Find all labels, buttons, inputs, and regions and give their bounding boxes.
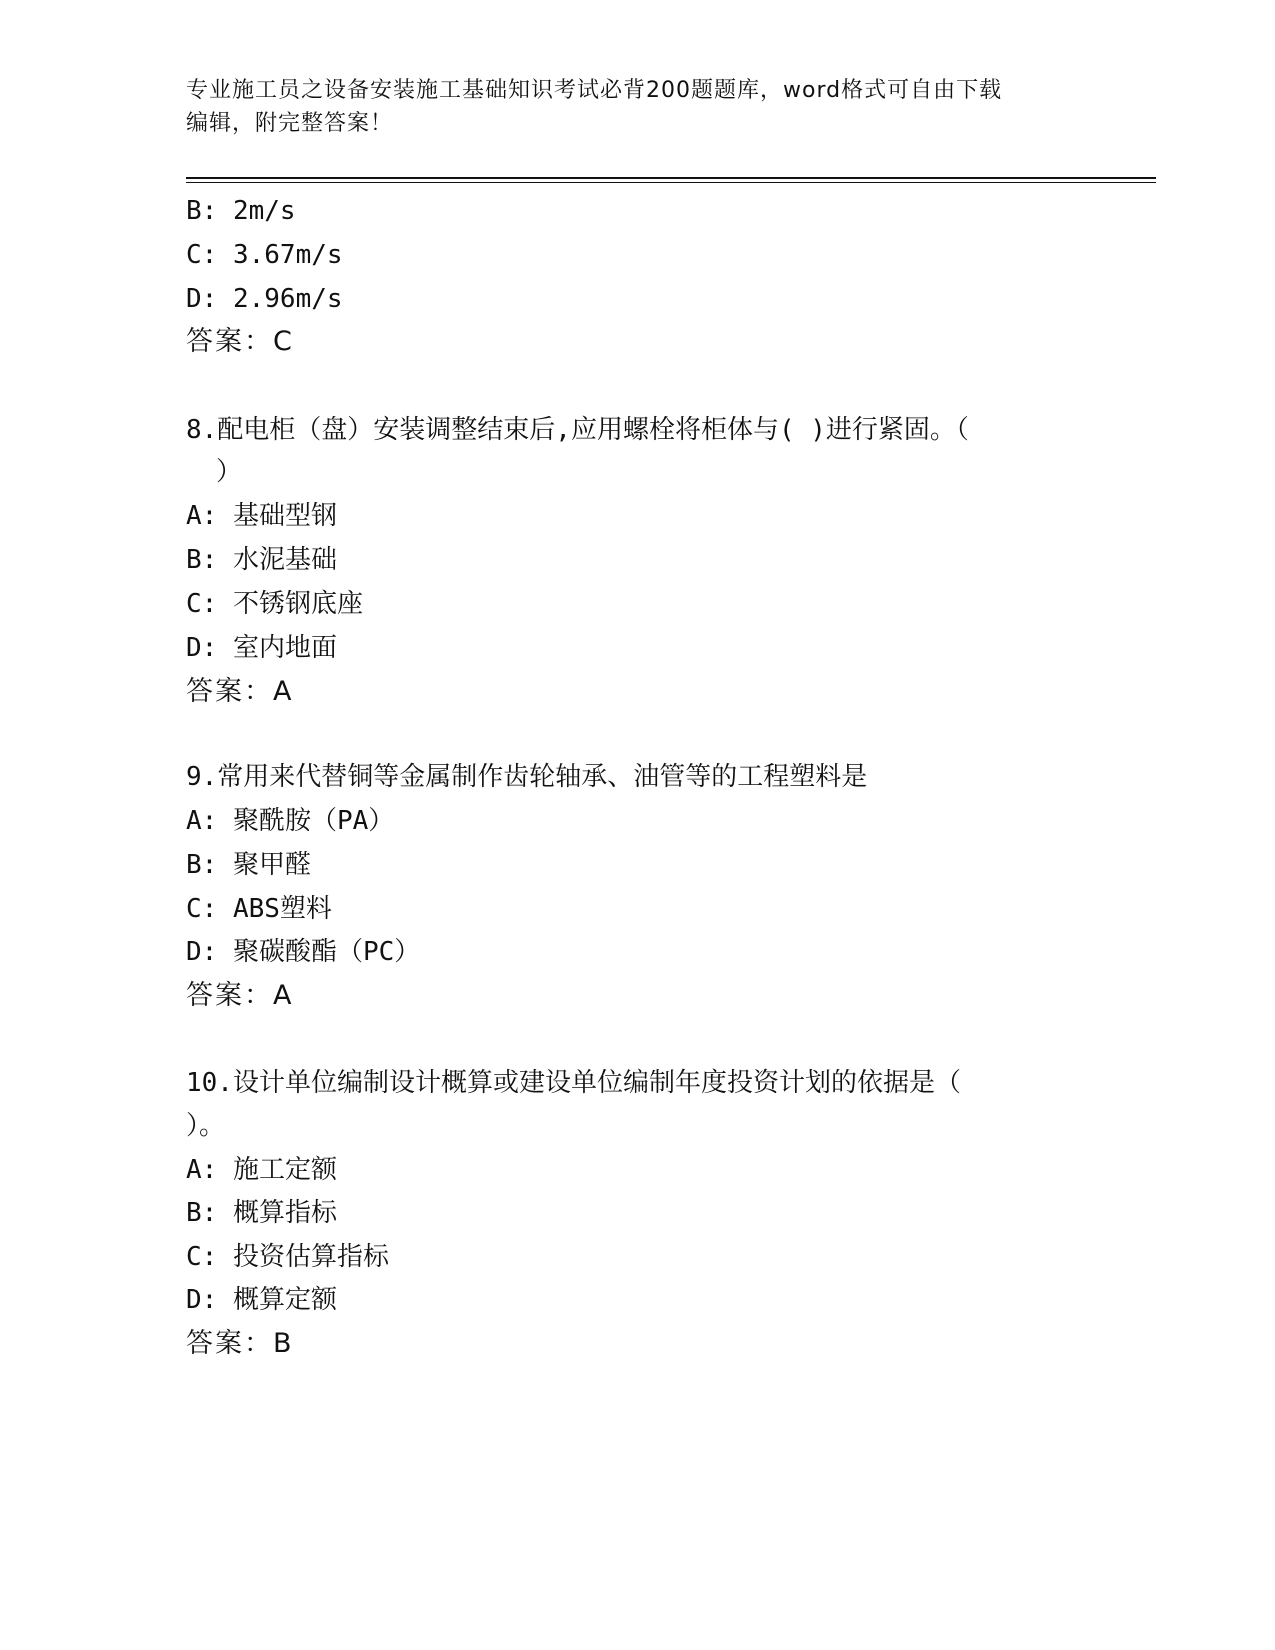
q9-option-a: A: 聚酰胺（PA） [186,806,395,836]
q10-stem-line-1: 10.设计单位编制设计概算或建设单位编制年度投资计划的依据是（ [186,1068,961,1098]
q10-option-a: A: 施工定额 [186,1155,337,1185]
q8-stem-line-2: ） [216,457,243,487]
q9-stem: 9.常用来代替铜等金属制作齿轮轴承、油管等的工程塑料是 [186,762,868,792]
q8-answer: 答案：A [186,676,294,707]
q10-option-c: C: 投资估算指标 [186,1242,389,1272]
q10-answer: 答案：B [186,1328,294,1359]
header-divider-thin [186,182,1156,183]
q7-option-b: B: 2m/s [186,196,296,226]
header-line-2: 编辑，附完整答案！ [186,111,394,136]
q10-stem-line-2: ）。 [186,1111,226,1141]
q10-option-d: D: 概算定额 [186,1285,337,1315]
q9-option-d: D: 聚碳酸酯（PC） [186,937,421,967]
q7-option-c: C: 3.67m/s [186,240,343,270]
q8-option-d: D: 室内地面 [186,633,337,663]
document-header [186,74,1086,140]
q7-answer: 答案：C [186,326,294,357]
q9-option-b: B: 聚甲醛 [186,850,311,880]
q9-answer: 答案：A [186,980,294,1011]
q8-option-a: A: 基础型钢 [186,501,337,531]
q10-option-b: B: 概算指标 [186,1198,337,1228]
q7-option-d: D: 2.96m/s [186,284,343,314]
q8-option-c: C: 不锈钢底座 [186,589,363,619]
q8-stem-line-1: 8.配电柜（盘）安装调整结束后,应用螺栓将柜体与( )进行紧固。（ [186,415,969,445]
q9-option-c: C: ABS塑料 [186,894,332,924]
header-line-1: 专业施工员之设备安装施工基础知识考试必背200题题库，word格式可自由下载 [186,78,1003,103]
header-divider-thick [186,177,1156,179]
q8-option-b: B: 水泥基础 [186,545,337,575]
